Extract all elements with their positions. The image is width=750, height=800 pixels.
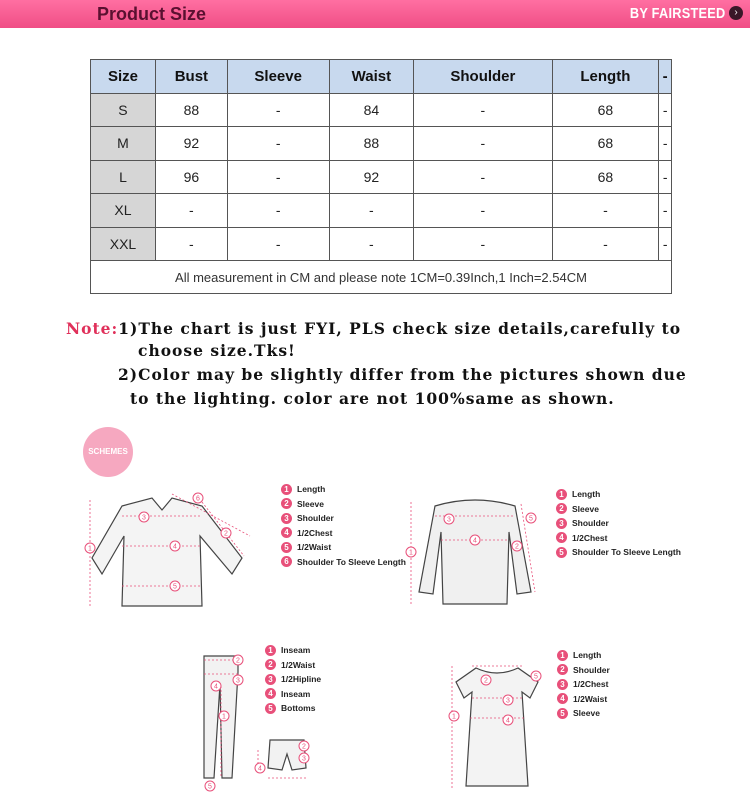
size-cell: XL	[91, 194, 156, 228]
legend-item: 3 1/2Chest	[557, 677, 610, 692]
legend-label: 1/2Waist	[281, 659, 316, 670]
table-row	[91, 160, 672, 194]
svg-text:5: 5	[534, 673, 538, 681]
size-table	[90, 59, 672, 294]
table-cell: -	[414, 160, 552, 194]
legend-item: 2 1/2Waist	[265, 658, 321, 673]
legend-label: Shoulder	[297, 513, 334, 524]
table-cell: 92	[329, 160, 414, 194]
column-header: -	[659, 60, 672, 94]
note-line-3: 2)Color may be slightly differ from the pictures shown due	[118, 365, 687, 384]
legend-label: Shoulder	[573, 664, 610, 675]
table-cell: 68	[552, 160, 659, 194]
svg-text:5: 5	[208, 783, 212, 791]
legend-item: 6 Shoulder To Sleeve Length	[281, 555, 406, 570]
legend-item: 2 Sleeve	[556, 502, 681, 517]
svg-text:1: 1	[409, 549, 413, 557]
legend-label: 1/2Waist	[297, 542, 332, 553]
svg-text:2: 2	[515, 543, 519, 551]
svg-text:2: 2	[302, 743, 306, 751]
legend-label: Shoulder To Sleeve Length	[297, 556, 406, 567]
legend-label: Sleeve	[572, 503, 599, 514]
table-cell: -	[414, 93, 552, 127]
legend-item: 4 Inseam	[265, 687, 321, 702]
legend-item: 5 Sleeve	[557, 706, 610, 721]
table-cell: -	[659, 93, 672, 127]
column-header: Length	[552, 60, 659, 94]
legend-label: Length	[573, 650, 602, 661]
table-row	[91, 93, 672, 127]
legend-label: Sleeve	[297, 498, 324, 509]
table-cell: -	[552, 227, 659, 261]
legend-item: 3 Shoulder	[556, 516, 681, 531]
svg-text:4: 4	[258, 765, 262, 773]
column-header: Bust	[155, 60, 227, 94]
svg-text:3: 3	[302, 755, 306, 763]
shirt-diagram	[82, 488, 272, 616]
legend-item: 1 Length	[281, 482, 406, 497]
table-cell: -	[329, 194, 414, 228]
svg-text:5: 5	[529, 515, 533, 523]
schemes-badge: SCHEMES	[83, 427, 133, 477]
table-cell: -	[659, 194, 672, 228]
shirt-legend	[281, 482, 406, 569]
legend-item: 5 Shoulder To Sleeve Length	[556, 545, 681, 560]
svg-text:3: 3	[506, 697, 510, 705]
svg-text:2: 2	[224, 530, 228, 538]
table-cell: 68	[552, 93, 659, 127]
legend-label: Shoulder	[572, 518, 609, 529]
size-cell: M	[91, 127, 156, 161]
svg-text:4: 4	[506, 717, 510, 725]
column-header: Shoulder	[414, 60, 552, 94]
note-text-1: 1)The chart is just FYI, PLS check size details,carefully to	[118, 319, 682, 338]
table-cell: 88	[155, 93, 227, 127]
svg-text:2: 2	[484, 677, 488, 685]
table-cell: -	[659, 160, 672, 194]
table-footnote: All measurement in CM and please note 1CM=0.39Inch,1 Inch=2.54CM	[91, 261, 672, 294]
legend-label: 1/2Hipline	[281, 674, 322, 685]
svg-text:5: 5	[173, 583, 177, 591]
legend-item: 2 Shoulder	[557, 663, 610, 678]
table-cell: -	[659, 227, 672, 261]
svg-text:6: 6	[196, 495, 200, 503]
legend-item: 4 1/2Chest	[281, 526, 406, 541]
svg-text:3: 3	[142, 514, 146, 522]
table-row	[91, 194, 672, 228]
table-cell: 96	[155, 160, 227, 194]
page-title: Product Size	[97, 4, 207, 24]
table-cell: 92	[155, 127, 227, 161]
table-cell: -	[659, 127, 672, 161]
sweater-diagram	[405, 492, 545, 610]
legend-label: Length	[297, 484, 326, 495]
table-cell: -	[227, 127, 329, 161]
header-banner	[0, 0, 750, 28]
legend-label: Bottoms	[281, 703, 316, 714]
table-cell: 88	[329, 127, 414, 161]
svg-text:4: 4	[173, 543, 177, 551]
column-header: Waist	[329, 60, 414, 94]
legend-item: 3 Shoulder	[281, 511, 406, 526]
legend-label: Inseam	[281, 645, 311, 656]
svg-text:3: 3	[447, 516, 451, 524]
legend-label: 1/2Chest	[572, 532, 608, 543]
svg-text:1: 1	[222, 713, 226, 721]
table-cell: 68	[552, 127, 659, 161]
table-cell: -	[414, 227, 552, 261]
dress-diagram	[442, 660, 552, 792]
table-cell: -	[227, 194, 329, 228]
svg-text:4: 4	[473, 537, 477, 545]
table-cell: -	[227, 227, 329, 261]
chevron-right-icon[interactable]: ›	[729, 6, 743, 20]
legend-item: 1 Length	[557, 648, 610, 663]
table-cell: -	[155, 194, 227, 228]
svg-text:1: 1	[88, 545, 92, 553]
legend-item: 1 Length	[556, 487, 681, 502]
table-cell: -	[414, 127, 552, 161]
dress-legend	[557, 648, 610, 721]
table-row	[91, 127, 672, 161]
legend-label: Length	[572, 489, 601, 500]
size-cell: L	[91, 160, 156, 194]
note-label: Note:	[66, 319, 119, 338]
table-cell: -	[414, 194, 552, 228]
table-cell: -	[227, 93, 329, 127]
brand-label: BY FAIRSTEED	[630, 5, 726, 22]
note-line-2: choose size.Tks!	[138, 341, 296, 360]
table-footnote-row	[91, 261, 672, 294]
svg-text:1: 1	[452, 713, 456, 721]
svg-text:3: 3	[236, 677, 240, 685]
table-cell: 84	[329, 93, 414, 127]
svg-text:2: 2	[236, 657, 240, 665]
legend-item: 1 Inseam	[265, 643, 321, 658]
legend-label: 1/2Waist	[573, 693, 608, 704]
table-cell: -	[552, 194, 659, 228]
note-line-1	[66, 317, 681, 341]
legend-label: Inseam	[281, 688, 311, 699]
size-cell: S	[91, 93, 156, 127]
legend-item: 5 1/2Waist	[281, 540, 406, 555]
table-cell: -	[155, 227, 227, 261]
legend-item: 4 1/2Chest	[556, 531, 681, 546]
legend-item: 4 1/2Waist	[557, 692, 610, 707]
svg-text:4: 4	[214, 683, 218, 691]
legend-label: 1/2Chest	[297, 527, 333, 538]
pants-legend	[265, 643, 321, 716]
legend-item: 2 Sleeve	[281, 497, 406, 512]
legend-label: Sleeve	[573, 708, 600, 719]
legend-label: Shoulder To Sleeve Length	[572, 547, 681, 558]
table-cell: -	[227, 160, 329, 194]
legend-item: 3 1/2Hipline	[265, 672, 321, 687]
table-row	[91, 227, 672, 261]
column-header: Sleeve	[227, 60, 329, 94]
legend-label: 1/2Chest	[573, 679, 609, 690]
table-cell: -	[329, 227, 414, 261]
sweater-legend	[556, 487, 681, 560]
table-header-row	[91, 60, 672, 94]
legend-item: 5 Bottoms	[265, 701, 321, 716]
size-cell: XXL	[91, 227, 156, 261]
column-header: Size	[91, 60, 156, 94]
note-line-4: to the lighting. color are not 100%same as shown.	[130, 389, 615, 408]
